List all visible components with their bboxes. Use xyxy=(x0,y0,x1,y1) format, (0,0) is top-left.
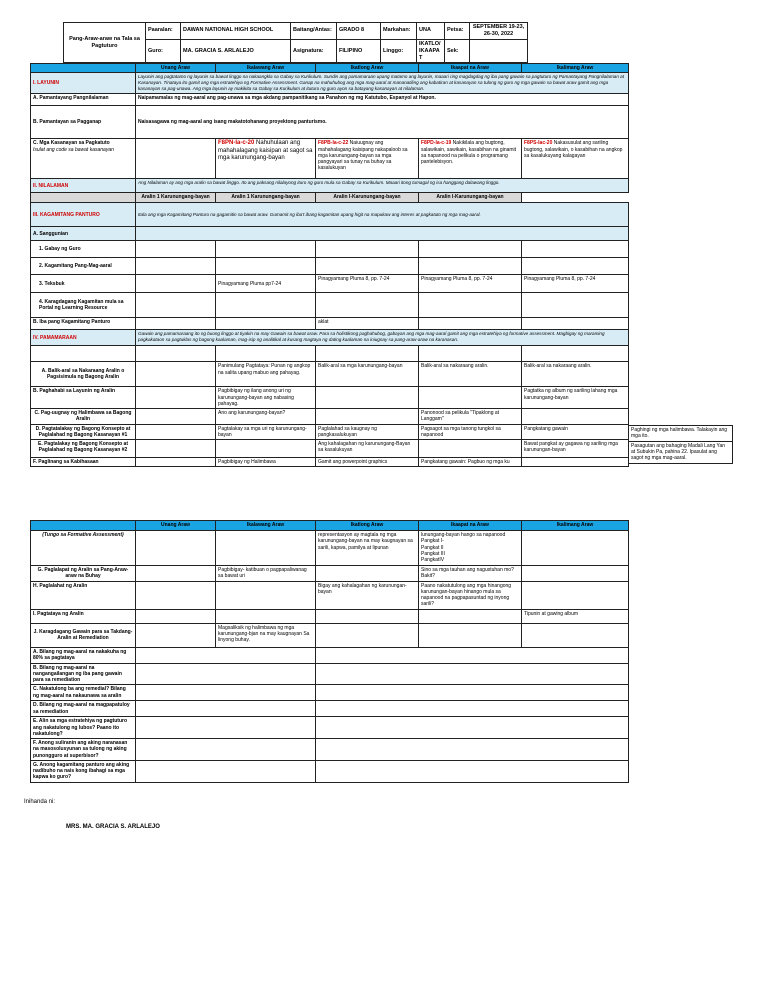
paglalapat-d4: Sino sa mga tauhan ang nagustuhan mo? Bakit? xyxy=(419,566,522,582)
preparer-name: MRS. MA. GRACIA S. ARLALEJO xyxy=(66,824,160,830)
kasanayan-label: C. Mga Kasanayan sa Pagkatuto xyxy=(33,140,110,147)
day-4-header-2: Ikaapat na Araw xyxy=(419,521,522,531)
kasanayan-d2-code: F8PN-Ia-c-20 xyxy=(218,140,255,147)
inihanda-label: Inihanda ni: xyxy=(24,799,56,805)
balik-aral-d2: Panimulang Pagtataya: Punan ng angkop na salita upang mabuo ang pahayag. xyxy=(216,362,316,387)
pagninilay-row-a: A. Bilang ng mag-aaral na nakakuha ng 80% sa pagtataya xyxy=(31,647,136,663)
day-5-header-2: Ikalimang Araw xyxy=(522,521,629,531)
pagtatalakay-1-d2: Pagtalakay sa mga uri ng karunungang- bayan xyxy=(216,424,316,440)
baitang-label: Baitang/Antas: xyxy=(291,23,337,40)
header-table xyxy=(63,22,528,63)
paaralan-value: DAWAN NATIONAL HIGH SCHOOL xyxy=(181,23,291,40)
kasanayan-d1 xyxy=(136,139,216,179)
kagamitang-mag-aaral-label: 2. Kagamitang Pang-Mag-aaral xyxy=(31,258,136,275)
kasanayan-d5 xyxy=(522,139,629,179)
balik-aral-d3: Balik-aral sa mga karunungang-bayan xyxy=(316,362,419,387)
pagtatalakay-2-d3: Ang kahalagahan ng karunungang-Bayan sa kasalukuyan xyxy=(316,440,419,458)
main-table xyxy=(30,63,629,467)
teksbuk-d2: Pinagyamang Pluma pp7-24 xyxy=(216,275,316,293)
paglalahat-d3: Bigay ang kahalagahan ng karunungan-bayan xyxy=(316,581,419,609)
day-4-header: Ikaapat na Araw xyxy=(419,64,522,73)
nilalaman-blank xyxy=(31,193,136,203)
pag-uugnay-d2: Ano ang karunungang-bayan? xyxy=(216,409,316,425)
second-table xyxy=(30,520,629,783)
overflow-column xyxy=(628,425,733,464)
karagdagang-gawain-label: J. Karagdagang Gawain para sa Takdang-Aralin at Remediation xyxy=(31,623,136,647)
kasanayan-label-cell xyxy=(31,139,136,179)
paglinang-label: F. Paglinang sa Kabihasaan xyxy=(31,458,136,467)
pagtatalakay-2-d6: Pasagutan ang bahaging Madali Lang Yan at Subukin Pa, pahina 22. Ipasulat ang sagot ng mga mag-aaral. xyxy=(629,441,733,463)
petsa-label: Petsa: xyxy=(445,23,470,40)
portal-label: 4. Karagdagang Kagamitan mula sa Portal ng Learning Resource xyxy=(31,293,136,318)
kasanayan-d4-code: F8PD-Ia-c-19 xyxy=(421,140,452,147)
pagninilay-row-c: C. Nakatulong ba ang remedial? Bilang ng mag-aaral na nakaunawa sa aralin xyxy=(31,685,136,701)
guro-value: MA. GRACIA S. ARLALEJO xyxy=(181,39,291,63)
tungo-label: (Tungo sa Formative Assessment) xyxy=(31,531,136,566)
corner-cell-2 xyxy=(31,521,136,531)
sanggunian-label: A. Sanggunian xyxy=(31,227,136,241)
pagtatalakay-1-label: D. Pagtatalakay ng Bagong Konsepto at Paglalahad ng Bagong Kasanayan #1 xyxy=(31,424,136,440)
day-1-header: Unang Araw xyxy=(136,64,216,73)
teksbuk-d4: Pinagyamang Pluma 8, pp. 7-24 xyxy=(419,275,522,293)
day-2-header: Ikalawang Araw xyxy=(216,64,316,73)
kagamitan-note: Itala ang mga Kagamitang Panturo na gagamitin sa bawat araw. Gumamit ng iba't ibang kagamitan upang higit na mapukaw ang interes at pagkatuto ng mga mag-aaral. xyxy=(136,203,629,227)
gabay-guro-label: 1. Gabay ng Guro xyxy=(31,241,136,258)
kasanayan-d4-text: Nakikilala ang bugtong, salawikain, sawikain, kasabihan na ginamit sa napanood na pelikula o programang pantelebisyon. xyxy=(421,140,517,165)
paglinang-d2: Pagbibigay ng Halimbawa xyxy=(216,458,316,467)
kasanayan-d2 xyxy=(216,139,316,179)
paglalahat-label: H. Paglalahat ng Aralin xyxy=(31,581,136,609)
paaralan-label: Paaralan: xyxy=(146,23,181,40)
nilalaman-d3: Aralin I-Karunungang-bayan xyxy=(316,193,419,203)
day-3-header: Ikatlong Araw xyxy=(316,64,419,73)
pamantayang-pangnilalaman-text: Naipamamalas ng mag-aaral ang pag-unawa sa mga akdang pampanitikang sa Panahon ng mg Katutubo, Espanyol at Hapon. xyxy=(136,94,629,106)
day-5-header: Ikalimang Araw xyxy=(522,64,629,73)
balik-aral-d4: Balik-aral sa nakaraang aralin. xyxy=(419,362,522,387)
pagninilay-row-e: E. Alin sa mga estratehiya ng pagtuturo ang nakatulong ng lubos? Paano ito nakatulong? xyxy=(31,717,136,739)
paghahabi-d5: Pagtatka ng album ng sariling lahang mga karunungang-bayan xyxy=(522,387,629,409)
paglalahat-d4: Paano nakatutulong ang mga hinangong karunungan-bayan hinango mula sa napanood na pagpapasuntad ng inyong sarili? xyxy=(419,581,522,609)
pamamaraan-label: IV. PAMAMARAAN xyxy=(31,330,136,346)
paglalapat-d2: Pagbibigay- katibuan o pagpapaliwanag sa bawat uri xyxy=(216,566,316,582)
pagtataya-d5: Tipunin at gawing album xyxy=(522,609,629,623)
nilalaman-d1: Aralin 1 Karunungang-bayan xyxy=(136,193,216,203)
paglinang-d4: Pangkatang gawain: Pagbuo ng mga ku xyxy=(419,458,522,467)
teksbuk-d3: Pinagyamang Pluma 8, pp. 7-24 xyxy=(316,275,419,293)
pagninilay-row-b: B. Bilang ng mag-aaral na nangangailangan ng iba pang gawain para sa remediation xyxy=(31,663,136,685)
pagtatalakay-2-d5: Bawat pangkat ay gagawa ng sariling mga karunungan-bayan xyxy=(522,440,629,458)
pamantayan-pagganap-label: B. Pamantayan sa Pagganap xyxy=(31,106,136,139)
kasanayan-d3-code: F8PB-Ia-c-22 xyxy=(318,140,349,147)
paglalapat-label: G. Paglalapat ng Aralin sa Pang-Araw-araw na Buhay xyxy=(31,566,136,582)
pamamaraan-note: Gawain ang pamamaraang ito ng buong linggo at tiyakin na may Gawain sa bawat araw. Para sa holistikong paghahubog, gabayan ang mga mag-aaral gamit ang mga estratehiya ng formative assessment. Magbigay ng maraming pagkakataon sa pagtuklas ng bagong kaalaman, mag-isip ng analitikal at kusang magtaya ng dating kaalaman na iniugnay sa pang-araw-araw na karanasan. xyxy=(136,330,629,346)
kasanayan-d5-code: F8PS-Iac-20 xyxy=(524,140,553,147)
pamantayan-pagganap-text: Naisasagawa ng mag-aaral ang isang makatotohanang proyektong panturismo. xyxy=(136,106,629,139)
layunin-label: I. LAYUNIN xyxy=(31,73,136,94)
kasanayan-d5-text: Nakasusulat ang sariling bugtong, salawikain, o kasabihan na angkop sa kasalukuyang kalagayan xyxy=(524,140,623,159)
pagtatalakay-1-d5: Pangkatang gawain xyxy=(522,424,629,440)
pagtatalakay-1-d4: Pagsagot sa mga tanong tungkol sa napanood xyxy=(419,424,522,440)
pagtatalakay-1-d3: Paglalahad sa kaugnay ng pangkasalukuyan xyxy=(316,424,419,440)
sanggunian-blank xyxy=(136,227,629,241)
sek-value xyxy=(470,39,528,63)
karagdagang-gawain-d2: Magsaliksik ng halimbawa ng mga karunungang-bjan na may kaugnayan Sa linyong buhay. xyxy=(216,623,316,647)
pagtatalakay-1-d6: Paghingi ng mga halimbawa. Talakayin ang mga ito. xyxy=(629,426,733,442)
asignatura-label: Asignatura: xyxy=(291,39,337,63)
layunin-note: Layunin ang pagtatamo ng layunin sa bawat linggo na nakaangkla sa Gabay sa Kurikulum. Sundin ang pamamaraan upang matamo ang layunin, maaari ring magdagdag ng iba pang gawain sa pagtuturo ng Pamantayang Pangnilalaman at Kasanayan. Tinataya ito gamit ang mga estratehiya ng Formative Assessment. Ganap na mahuhubog ang mga mag-aaral at mananatiling ang kabatiran at kasanayan sa tulong ng guro ng mga gawain sa bawat araw gamit ang mga kasanayan sa pag-unawa. Ang mga layunin ay makikita sa Gabay sa Kurikulum at ituturo ng guro ayon sa batayang kasanayan at nilalaman. xyxy=(136,73,629,94)
pagninilay-row-g: G. Anong kagamitang panturo ang aking nadibuho na nais kong ibahagi sa mga kapwa ko guro? xyxy=(31,760,136,782)
pagninilay-row-d: D. Bilang ng mag-aaral na magpapatuloy sa remediation xyxy=(31,701,136,717)
linggo-value: IKATLO/ IKAAPAT xyxy=(417,39,445,63)
linggo-label: Linggo: xyxy=(381,39,417,63)
tungo-d4: lunungang-bayan hango sa napanood Pangkat I- Pangkat II Pangkat III PangkatIV xyxy=(419,531,522,566)
pag-uugnay-label: C. Pag-uugnay ng Halimbawa sa Bagong Aralin xyxy=(31,409,136,425)
pagninilay-row-f: F. Anong suliranin ang aking naranasan na masosolusyunan sa tulong ng aking punongguro at superbisor? xyxy=(31,739,136,761)
kagamitan-label: III. KAGAMITANG PANTURO xyxy=(31,203,136,227)
kasanayan-d2-text: Nahuhulaan ang mahahalagang kaisipan at sagot sa mga karunungang-bayan xyxy=(218,140,313,162)
day-1-header-2: Unang Araw xyxy=(136,521,216,531)
balik-aral-d5: Balik-aral sa nakaraang aralin. xyxy=(522,362,629,387)
pagtatalakay-2-label: E. Pagtalakay ng Bagong Konsepto at Paglalahad ng Bagong Kasanayan #2 xyxy=(31,440,136,458)
kasanayan-d4 xyxy=(419,139,522,179)
pag-uugnay-d4: Panonood sa pelikula "Tipaklong at Langgam" xyxy=(419,409,522,425)
corner-cell xyxy=(31,64,136,73)
guro-label: Guro: xyxy=(146,39,181,63)
kasanayan-d3 xyxy=(316,139,419,179)
paghahabi-label: B. Paghahabi sa Layunin ng Aralin xyxy=(31,387,136,409)
teksbuk-label: 3. Teksbuk xyxy=(31,275,136,293)
page-title: Pang-Araw-araw na Tala sa Pagtuturo xyxy=(64,23,146,63)
asignatura-value: FILIPINO xyxy=(337,39,381,63)
petsa-value: SEPTEMBER 19-23, 26-30, 2022 xyxy=(470,23,528,40)
tungo-d3: representasyon ay magtala ng mga karunungang-bayan na may kaugnayan sa sarili, kapwa, pamilya at lipunan xyxy=(316,531,419,566)
teksbuk-d5: Pinagyamang Pluma 8, pp. 7-24 xyxy=(522,275,629,293)
markahan-label: Markahan: xyxy=(381,23,417,40)
nilalaman-d2: Aralin 1 Karunungang-bayan xyxy=(216,193,316,203)
paglinang-d3: Gamit ang powerpoint graphics xyxy=(316,458,419,467)
paghahabi-d2: Pagbibigay ng ilang anong uri ng karunungang-bayan ang nabasing pahayag. xyxy=(216,387,316,409)
markahan-value: UNA xyxy=(417,23,445,40)
nilalaman-label: II. NILALAMAN xyxy=(31,179,136,193)
iba-pang-kagamitan-label: B. Iba pang Kagamitang Panturo xyxy=(31,318,136,330)
sek-label: Sek: xyxy=(445,39,470,63)
day-2-header-2: Ikalawang Araw xyxy=(216,521,316,531)
pamantayang-pangnilalaman-label: A. Pamantayang Pangnilalaman xyxy=(31,94,136,106)
baitang-value: GRADO 8 xyxy=(337,23,381,40)
balik-aral-label: A. Balik-aral sa Nakaraang Aralin o Pagsisimula ng Bagong Aralin xyxy=(31,362,136,387)
pagtataya-label: I. Pagtataya ng Aralin xyxy=(31,609,136,623)
kasanayan-d3-text: Naiuugnay ang mahahalagang kaisipang nakapaloob sa mga karunungang-bayan sa mga pangyayari sa tunay na buhay sa kasalukuyan xyxy=(318,140,408,172)
day-3-header-2: Ikatlong Araw xyxy=(316,521,419,531)
nilalaman-d4: Aralin I-Karunungang-bayan xyxy=(419,193,522,203)
kasanayan-sub: Isulat ang code sa bawat kasanayan xyxy=(33,146,114,153)
iba-pang-kagamitan-d3: aklat xyxy=(316,318,419,330)
nilalaman-note: Ang Nilalaman ay ang mga aralin sa bawat linggo. Ito ang paksang nilalayong ituro ng guro mula sa Gabay sa Kurikulum. Maaari itong tumagal ng isa hanggang dalawang linggo. xyxy=(136,179,629,193)
